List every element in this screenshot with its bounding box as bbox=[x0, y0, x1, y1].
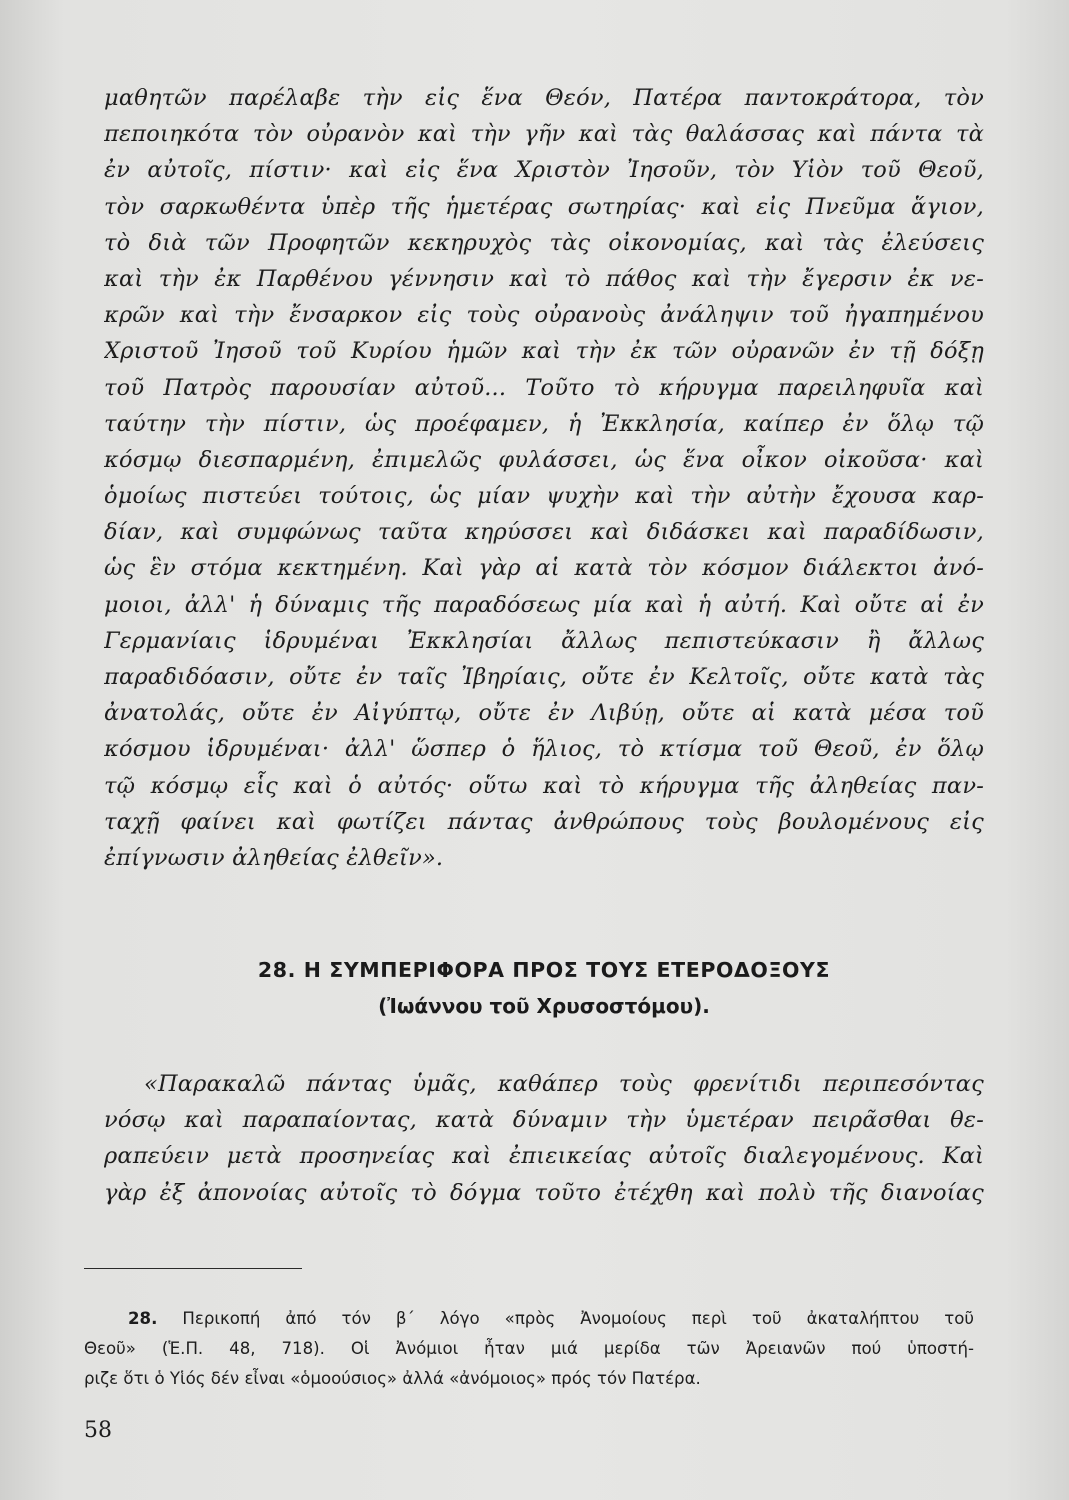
text-line: κόσμου ἱδρυμέναι· ἀλλ' ὥσπερ ὁ ἥλιος, τὸ κτίσμα τοῦ Θεοῦ, ἐν ὅλῳ bbox=[104, 736, 984, 763]
text-line: καὶ τὴν ἐκ Παρθένου γέννησιν καὶ τὸ πάθος καὶ τὴν ἔγερσιν ἐκ νε- bbox=[104, 265, 984, 292]
footnote-line bbox=[84, 1304, 974, 1334]
text-line: Γερμανίαις ἱδρυμέναι Ἐκκλησίαι ἄλλως πεπιστεύκασιν ἢ ἄλλως bbox=[104, 627, 984, 654]
section-title: 28. Η ΣΥΜΠΕΡΙΦΟΡΑ ΠΡΟΣ ΤΟΥΣ ΕΤΕΡΟΔΟΞΟΥΣ bbox=[257, 958, 831, 982]
text-line: πεποιηκότα τὸν οὐρανὸν καὶ τὴν γῆν καὶ τὰς θαλάσσας καὶ πάντα τὰ bbox=[104, 121, 984, 148]
section-subtitle: (Ἰωάννου τοῦ Χρυσοστόμου). bbox=[378, 994, 710, 1018]
text-line: παραδιδόασιν, οὔτε ἐν ταῖς Ἰβηρίαις, οὔτε ἐν Κελτοῖς, οὔτε κατὰ τὰς bbox=[104, 664, 984, 690]
text-line: τὸ διὰ τῶν Προφητῶν κεκηρυχὸς τὰς οἰκονομίας, καὶ τὰς ἐλεύσεις bbox=[104, 229, 984, 256]
text-line: μαθητῶν παρέλαβε τὴν εἰς ἕνα Θεόν, Πατέρα παντοκράτορα, τὸν bbox=[104, 85, 984, 111]
text-line: ταύτην τὴν πίστιν, ὡς προέφαμεν, ἡ Ἐκκλησία, καίπερ ἐν ὅλῳ τῷ bbox=[104, 410, 984, 437]
text-line: γὰρ ἐξ ἀπονοίας αὐτοῖς τὸ δόγμα τοῦτο ἐτέχθη καὶ πολὺ τῆς διανοίας bbox=[104, 1179, 984, 1206]
passage-chrysostom bbox=[104, 1066, 984, 1211]
text-line: Χριστοῦ Ἰησοῦ τοῦ Κυρίου ἡμῶν καὶ τὴν ἐκ τῶν οὐρανῶν ἐν τῇ δόξῃ bbox=[104, 338, 984, 365]
section-heading bbox=[104, 952, 984, 1024]
text-line: νόσῳ καὶ παραπαίοντας, κατὰ δύναμιν τὴν ὑμετέραν πειρᾶσθαι θε- bbox=[104, 1107, 984, 1134]
text-line: κρῶν καὶ τὴν ἔνσαρκον εἰς τοὺς οὐρανοὺς ἀνάληψιν τοῦ ἠγαπημένου bbox=[104, 302, 984, 329]
text-line: τοῦ Πατρὸς παρουσίαν αὐτοῦ... Τοῦτο τὸ κήρυγμα παρειληφυῖα καὶ bbox=[104, 374, 984, 401]
text-line: ἐπίγνωσιν ἀληθείας ἐλθεῖν». bbox=[104, 844, 444, 871]
text-line: δίαν, καὶ συμφώνως ταῦτα κηρύσσει καὶ διδάσκει καὶ παραδίδωσιν, bbox=[104, 519, 984, 546]
footnote-line: Θεοῦ» (Ἑ.Π. 48, 718). Οἱ Ἀνόμιοι ἦταν μιά μερίδα τῶν Ἀρειανῶν πού ὑποστή- bbox=[84, 1339, 974, 1358]
text-line: ὁμοίως πιστεύει τούτοις, ὡς μίαν ψυχὴν καὶ τὴν αὐτὴν ἔχουσα καρ- bbox=[104, 483, 984, 510]
footnote-divider bbox=[84, 1268, 302, 1269]
page-number: 58 bbox=[84, 1418, 112, 1443]
text-line: ἐν αὐτοῖς, πίστιν· καὶ εἰς ἕνα Χριστὸν Ἰησοῦν, τὸν Υἱὸν τοῦ Θεοῦ, bbox=[104, 157, 984, 184]
text-line: ὡς ἓν στόμα κεκτημένη. Καὶ γὰρ αἱ κατὰ τὸν κόσμον διάλεκτοι ἀνό- bbox=[104, 555, 984, 582]
text-line: «Παρακαλῶ πάντας ὑμᾶς, καθάπερ τοὺς φρενίτιδι περιπεσόντας bbox=[144, 1071, 984, 1097]
footnote bbox=[84, 1304, 974, 1394]
footnote-number: 28. bbox=[128, 1309, 158, 1328]
text-line: τὸν σαρκωθέντα ὑπὲρ τῆς ἡμετέρας σωτηρίας· καὶ εἰς Πνεῦμα ἅγιον, bbox=[104, 193, 984, 220]
text-line: τῷ κόσμῳ εἷς καὶ ὁ αὐτός· οὕτω καὶ τὸ κήρυγμα τῆς ἀληθείας παν- bbox=[104, 772, 984, 799]
footnote-text: Περικοπή ἀπό τόν β΄ λόγο «πρὸς Ἀνομοίους περὶ τοῦ ἀκαταλήπτου τοῦ bbox=[182, 1309, 974, 1328]
text-line: κόσμῳ διεσπαρμένη, ἐπιμελῶς φυλάσσει, ὡς ἕνα οἶκον οἰκοῦσα· καὶ bbox=[104, 446, 984, 473]
passage-irenaeus bbox=[104, 80, 984, 876]
footnote-line: ριζε ὅτι ὁ Υἱός δέν εἶναι «ὁμοούσιος» ἀλλά «ἀνόμοιος» πρός τόν Πατέρα. bbox=[84, 1369, 701, 1388]
text-line: ἀνατολάς, οὔτε ἐν Αἰγύπτῳ, οὔτε ἐν Λιβύῃ, οὔτε αἱ κατὰ μέσα τοῦ bbox=[104, 700, 984, 727]
text-line: μοιοι, ἀλλ' ἡ δύναμις τῆς παραδόσεως μία καὶ ἡ αὐτή. Καὶ οὔτε αἱ ἐν bbox=[104, 591, 984, 618]
text-line: ραπεύειν μετὰ προσηνείας καὶ ἐπιεικείας αὐτοῖς διαλεγομένους. Καὶ bbox=[104, 1143, 984, 1170]
text-line: ταχῇ φαίνει καὶ φωτίζει πάντας ἀνθρώπους τοὺς βουλομένους εἰς bbox=[104, 808, 984, 835]
